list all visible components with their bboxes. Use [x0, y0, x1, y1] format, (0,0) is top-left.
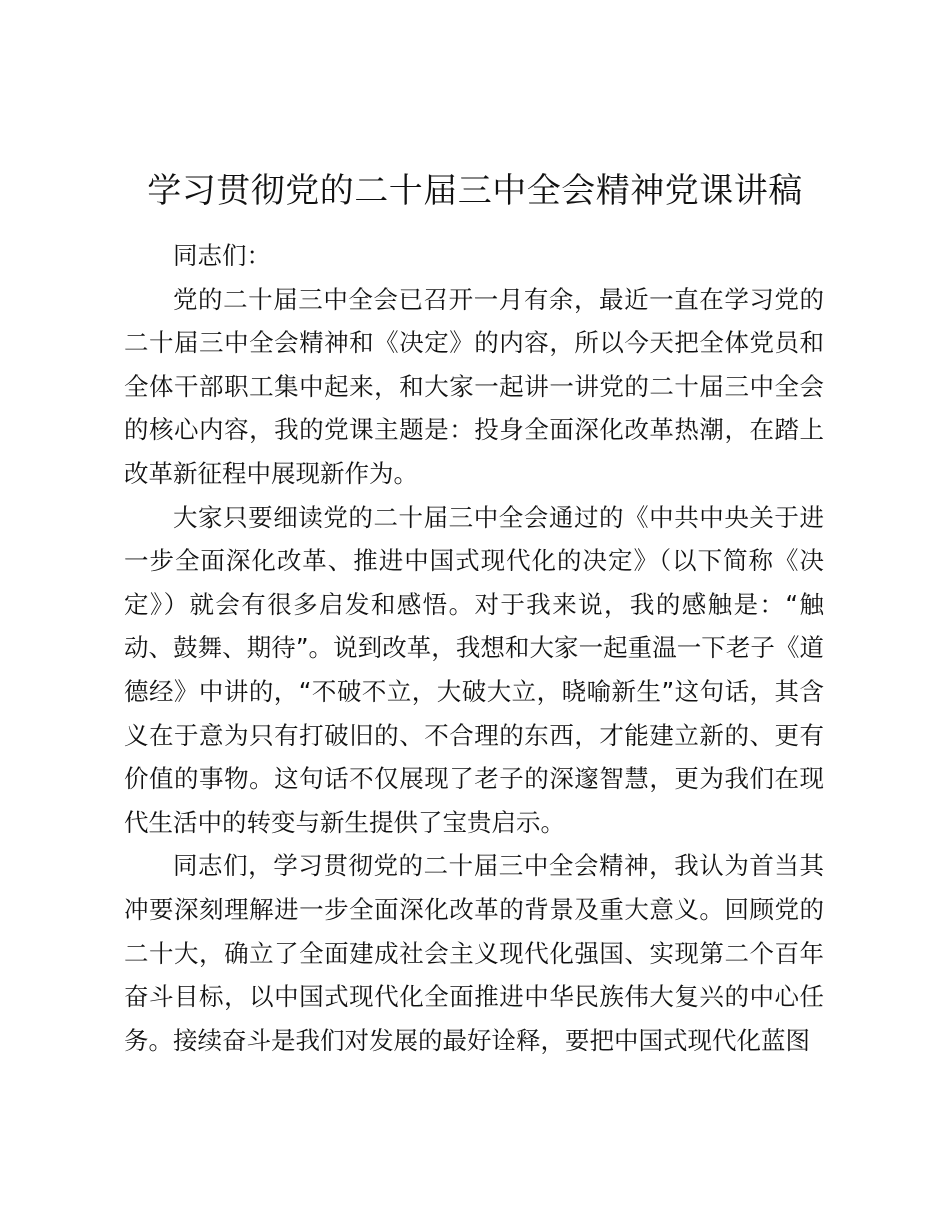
body-paragraph-2: 大家只要细读党的二十届三中全会通过的《中共中央关于进一步全面深化改革、推进中国式现代化的决定》（以下简称《决定》）就会有很多启发和感悟。对于我来说，我的感触是：“触动、鼓舞、期待”。说到改革，我想和大家一起重温一下老子《道德经》中讲的，“不破不立，大破大立，晓喻新生”这句话，其含义在于意为只有打破旧的、不合理的东西，才能建立新的、更有价值的事物。这句话不仅展现了老子的深邃智慧，更为我们在现代生活中的转变与新生提供了宝贵启示。	[124, 502, 824, 837]
greeting-paragraph: 同志们：	[173, 241, 271, 270]
document-title: 学习贯彻党的二十届三中全会精神党课讲稿	[147, 171, 803, 211]
document-body	[124, 234, 824, 1062]
body-paragraph-1: 党的二十届三中全会已召开一月有余，最近一直在学习党的二十届三中全会精神和《决定》的内容，所以今天把全体党员和全体干部职工集中起来，和大家一起讲一讲党的二十届三中全会的核心内容，我的党课主题是：投身全面深化改革热潮，在踏上改革新征程中展现新作为。	[124, 284, 824, 488]
body-paragraph-3: 同志们，学习贯彻党的二十届三中全会精神，我认为首当其冲要深刻理解进一步全面深化改革的背景及重大意义。回顾党的二十大，确立了全面建成社会主义现代化强国、实现第二个百年奋斗目标，以中国式现代化全面推进中华民族伟大复兴的中心任务。接续奋斗是我们对发展的最好诠释，要把中国式现代化蓝图	[124, 851, 824, 1055]
